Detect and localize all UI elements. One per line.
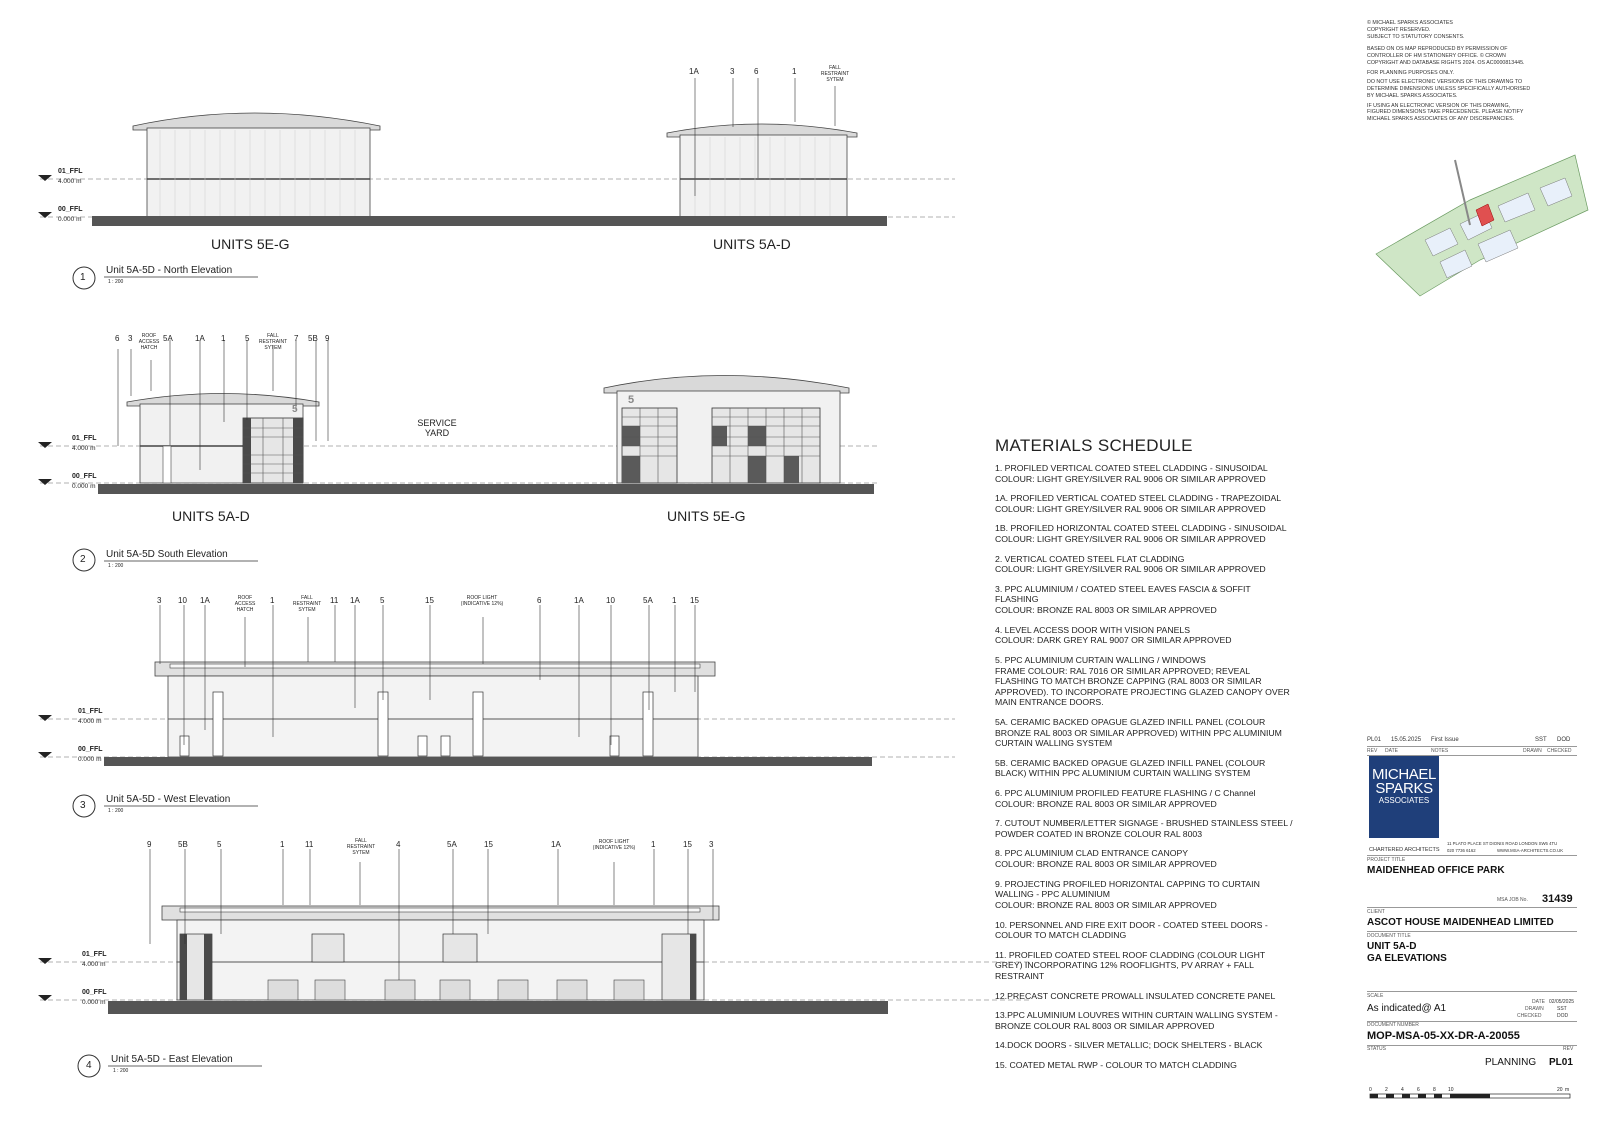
- material-item-line: 6. PPC ALUMINIUM PROFILED FEATURE FLASHING / C Channel: [995, 788, 1256, 799]
- material-tag: 11: [330, 596, 339, 605]
- fall-restraint-tag: FALL RESTRAINT SYTEM: [258, 333, 288, 351]
- note: FOR PLANNING PURPOSES ONLY.: [1367, 69, 1454, 76]
- doc-title-label: DOCUMENT TITLE: [1367, 933, 1411, 939]
- client-label: CLIENT: [1367, 909, 1385, 915]
- note: DO NOT USE ELECTRONIC VERSIONS OF THIS DRAWING TO DETERMINE DIMENSIONS UNLESS SPECIFICALLY AUTHORISED BY MICHAEL SPARKS ASSOCIATES.: [1367, 79, 1531, 99]
- west-elevation: [40, 605, 955, 766]
- material-item-line: GREY) INCORPORATING 12% ROOFLIGHTS, PV ARRAY + FALL: [995, 960, 1254, 971]
- ground-line: [104, 757, 872, 766]
- material-item-line: COLOUR: BRONZE RAL 8003 OR SIMILAR APPROVED: [995, 605, 1217, 616]
- material-item-line: FLASHING TO MATCH BRONZE CAPPING (RAL 8003 OR SIMILAR: [995, 676, 1262, 687]
- elevation-number: 4: [86, 1060, 92, 1071]
- material-item-line: 3. PPC ALUMINIUM / COATED STEEL EAVES FASCIA & SOFFIT: [995, 583, 1251, 594]
- status-value: PLANNING: [1485, 1057, 1537, 1068]
- material-tag: 1: [280, 840, 285, 849]
- material-item-line: 15. COATED METAL RWP - COLOUR TO MATCH CLADDING: [995, 1059, 1237, 1070]
- copyright-notes: [1367, 20, 1535, 126]
- material-tag: 7: [294, 334, 299, 343]
- material-item-line: COLOUR: LIGHT GREY/SILVER RAL 9006 OR SIMILAR APPROVED: [995, 503, 1266, 514]
- checked-header: CHECKED: [1547, 748, 1572, 754]
- msa-logo: MICHAEL SPARKS ASSOCIATES: [1369, 756, 1439, 838]
- material-item: [995, 879, 1325, 911]
- scale-bar-tick: 0: [1369, 1087, 1372, 1093]
- material-item: [995, 920, 1325, 941]
- units-label: UNITS 5A-D: [172, 508, 250, 524]
- material-tag: 1A: [574, 596, 584, 605]
- note: IF USING AN ELECTRONIC VERSION OF THIS DRAWING, FIGURED DIMENSIONS TAKE PRECEDENCE. PLEASE NOTIFY MICHAEL SPARKS ASSOCIATES OF ANY DISCREPANCIES.: [1367, 102, 1524, 123]
- level-label: 00_FFL: [72, 473, 97, 480]
- material-tag: 5: [245, 334, 250, 343]
- project-title-label: PROJECT TITLE: [1367, 857, 1406, 863]
- revision-notes: First Issue: [1431, 737, 1459, 743]
- material-item-line: 5B. CERAMIC BACKED OPAGUE GLAZED INFILL PANEL (COLOUR: [995, 757, 1266, 768]
- material-item: [995, 523, 1325, 544]
- building-units-5a-d: [667, 78, 857, 218]
- units-label: UNITS 5E-G: [211, 236, 290, 252]
- materials-schedule-list: [995, 463, 1325, 1080]
- material-tag: 3: [128, 334, 133, 343]
- elevation-title: Unit 5A-5D - West Elevation: [106, 794, 231, 805]
- material-item-line: WALLING - PPC ALUMINIUM: [995, 889, 1111, 900]
- material-tag: 1: [792, 67, 797, 76]
- material-item-line: POWDER COATED IN BRONZE COLOUR RAL 8003: [995, 828, 1203, 839]
- doc-title-line-1: UNIT 5A-D: [1367, 941, 1417, 952]
- material-item-line: 14.DOCK DOORS - SILVER METALLIC; DOCK SHELTERS - BLACK: [995, 1040, 1263, 1051]
- elevation-number: 3: [80, 800, 86, 811]
- material-tag: 1: [672, 596, 677, 605]
- elevation-scale: 1 : 200: [108, 808, 124, 814]
- roof-light-tag: ROOF LIGHT (INDICATIVE 12%): [592, 839, 636, 851]
- material-item: [995, 818, 1325, 839]
- roof-access-hatch-tag: ROOF ACCESS HATCH: [138, 333, 160, 351]
- firm-phone: 020 7736 6162: [1447, 848, 1476, 853]
- scale-bar-tick: 20: [1557, 1087, 1563, 1093]
- elevation-scale: 1 : 200: [108, 279, 124, 285]
- material-item-line: 2. VERTICAL COATED STEEL FLAT CLADDING: [995, 553, 1185, 564]
- date-label: DATE: [1532, 999, 1545, 1005]
- revision-checked: DOD: [1557, 737, 1571, 743]
- material-item-line: COLOUR: LIGHT GREY/SILVER RAL 9006 OR SIMILAR APPROVED: [995, 564, 1266, 575]
- level-height: 4.000 m: [72, 445, 96, 452]
- material-tag: 1: [270, 596, 275, 605]
- fall-restraint-tag: FALL RESTRAINT SYTEM: [346, 838, 376, 856]
- building-units-5e-g: [133, 113, 380, 218]
- level-height: 0.000 m: [58, 216, 82, 223]
- elevation-number: 1: [80, 272, 86, 283]
- material-tag: 3: [709, 840, 714, 849]
- material-tag: 1A: [195, 334, 205, 343]
- drawn-label: DRAWN: [1525, 1006, 1544, 1012]
- revision-date: 15.05.2025: [1391, 737, 1422, 743]
- revision-rev: PL01: [1367, 737, 1382, 743]
- drawn-value: SST: [1557, 1006, 1567, 1012]
- title-block: [1367, 737, 1577, 1087]
- material-tag: 5B: [178, 840, 188, 849]
- facade-number: 5: [628, 394, 635, 406]
- material-tag: 6: [115, 334, 120, 343]
- material-tag: 15: [484, 840, 493, 849]
- level-height: 4.000 m: [82, 961, 106, 968]
- ground-line: [92, 216, 887, 226]
- material-tag: 5: [217, 840, 222, 849]
- material-item-line: CURTAIN WALLING SYSTEM: [995, 738, 1113, 749]
- material-item-line: COLOUR: DARK GREY RAL 9007 OR SIMILAR APPROVED: [995, 635, 1232, 646]
- material-tag: 4: [396, 840, 401, 849]
- material-item-line: COLOUR: BRONZE RAL 8003 OR SIMILAR APPROVED: [995, 899, 1217, 910]
- material-tag: 6: [537, 596, 542, 605]
- material-tag: 11: [305, 840, 314, 849]
- material-item-line: 10. PERSONNEL AND FIRE EXIT DOOR - COATED STEEL DOORS -: [995, 919, 1268, 930]
- material-item-line: 12.PRECAST CONCRETE PROWALL INSULATED CONCRETE PANEL: [995, 990, 1276, 1001]
- material-item-line: BRONZE COLOUR RAL 8003 OR SIMILAR APPROVED: [995, 1020, 1215, 1031]
- scale-bar-tick: 2: [1385, 1087, 1388, 1093]
- material-item: [995, 625, 1325, 646]
- material-item-line: 1A. PROFILED VERTICAL COATED STEEL CLADDING - TRAPEZOIDAL: [995, 493, 1282, 504]
- material-tag: 6: [754, 67, 759, 76]
- material-tag: 3: [730, 67, 735, 76]
- note: COPYRIGHT RESERVED.: [1367, 26, 1431, 33]
- roof-access-hatch-tag: ROOF ACCESS HATCH: [234, 595, 256, 613]
- level-label: 01_FFL: [72, 435, 97, 442]
- scale-bar-tick: 10: [1448, 1087, 1454, 1093]
- material-tag: 9: [325, 334, 330, 343]
- elevation-scale: 1 : 200: [108, 563, 124, 569]
- material-item-line: COLOUR: LIGHT GREY/SILVER RAL 9006 OR SIMILAR APPROVED: [995, 534, 1266, 545]
- material-item-line: 5A. CERAMIC BACKED OPAGUE GLAZED INFILL PANEL (COLOUR: [995, 716, 1266, 727]
- material-item: [995, 584, 1325, 616]
- note: © MICHAEL SPARKS ASSOCIATES: [1367, 20, 1453, 26]
- material-item: [995, 493, 1325, 514]
- scale-bar-tick: m: [1565, 1087, 1570, 1093]
- drawn-header: DRAWN: [1523, 748, 1542, 754]
- level-height: 0.000 m: [82, 999, 106, 1006]
- material-item-line: MAIN ENTRANCE DOORS.: [995, 697, 1104, 708]
- materials-schedule-title: MATERIALS SCHEDULE: [995, 436, 1193, 455]
- level-height: 4.000 m: [78, 718, 102, 725]
- fall-restraint-tag: FALL RESTRAINT SYTEM: [292, 595, 322, 613]
- material-tag: 1: [651, 840, 656, 849]
- project-title: MAIDENHEAD OFFICE PARK: [1367, 865, 1505, 876]
- rev-label: REV: [1563, 1046, 1574, 1052]
- level-label: 00_FFL: [82, 989, 107, 996]
- material-item: [995, 758, 1325, 779]
- elevation-title: Unit 5A-5D South Elevation: [106, 549, 228, 560]
- material-tag: 3: [157, 596, 162, 605]
- material-tag: 1: [221, 334, 226, 343]
- level-label: 01_FFL: [58, 168, 83, 175]
- material-item-line: COLOUR TO MATCH CLADDING: [995, 930, 1127, 941]
- material-tag: 5: [380, 596, 385, 605]
- material-tag: 15: [690, 596, 699, 605]
- units-label: UNITS 5A-D: [713, 236, 791, 252]
- material-item-line: 7. CUTOUT NUMBER/LETTER SIGNAGE - BRUSHED STAINLESS STEEL /: [995, 818, 1293, 829]
- material-item-line: COLOUR: BRONZE RAL 8003 OR SIMILAR APPROVED: [995, 859, 1217, 870]
- material-item-line: 1. PROFILED VERTICAL COATED STEEL CLADDING - SINUSOIDAL: [995, 463, 1268, 473]
- date-value: 02/05/2025: [1549, 999, 1575, 1005]
- north-elevation: [40, 78, 955, 226]
- material-item-line: 9. PROJECTING PROFILED HORIZONTAL CAPPING TO CURTAIN: [995, 878, 1260, 889]
- material-item-line: COLOUR: LIGHT GREY/SILVER RAL 9006 OR SIMILAR APPROVED: [995, 473, 1266, 484]
- material-item-line: FLASHING: [995, 594, 1039, 605]
- checked-label: CHECKED: [1517, 1013, 1542, 1019]
- material-tag: 5A: [447, 840, 457, 849]
- client-name: ASCOT HOUSE MAIDENHEAD LIMITED: [1367, 917, 1554, 928]
- material-tag: 1A: [689, 67, 699, 76]
- material-tag: 10: [178, 596, 187, 605]
- material-item: [995, 655, 1325, 708]
- firm-line: CHARTERED ARCHITECTS: [1369, 847, 1440, 853]
- material-item-line: RESTRAINT: [995, 970, 1045, 981]
- material-item-line: 11. PROFILED COATED STEEL ROOF CLADDING (COLOUR LIGHT: [995, 949, 1266, 960]
- material-item-line: FRAME COLOUR: RAL 7016 OR SIMILAR APPROVED; REVEAL: [995, 665, 1251, 676]
- material-tag: 15: [683, 840, 692, 849]
- job-number-label: MSA JOB No.: [1497, 897, 1528, 903]
- material-item: [995, 1060, 1325, 1071]
- ground-line: [108, 1001, 888, 1014]
- scale-bar-tick: 8: [1433, 1087, 1436, 1093]
- material-item: [995, 554, 1325, 575]
- scale-value: As indicated@ A1: [1367, 1003, 1447, 1014]
- roof-light-tag: ROOF LIGHT (INDICATIVE 12%): [460, 595, 504, 607]
- doc-title-line-2: GA ELEVATIONS: [1367, 953, 1447, 964]
- material-tag: 5B: [308, 334, 318, 343]
- building-units-5e-g-south: [604, 376, 849, 484]
- revision-drawn: SST: [1535, 737, 1547, 743]
- material-item-line: 13.PPC ALUMINIUM LOUVRES WITHIN CURTAIN WALLING SYSTEM -: [995, 1010, 1278, 1021]
- material-item: [995, 1010, 1325, 1031]
- elevation-scale: 1 : 200: [113, 1068, 129, 1074]
- material-tag: 5A: [643, 596, 653, 605]
- level-label: 00_FFL: [78, 746, 103, 753]
- units-label: UNITS 5E-G: [667, 508, 746, 524]
- status-label: STATUS: [1367, 1046, 1386, 1052]
- material-item-line: BRONZE RAL 8003 OR SIMILAR APPROVED) WITHIN PPC ALUMINIUM: [995, 727, 1282, 738]
- east-elevation: [40, 849, 1030, 1014]
- material-item: [995, 717, 1325, 749]
- material-item: [995, 848, 1325, 869]
- level-label: 01_FFL: [82, 951, 107, 958]
- level-height: 4.000 m: [58, 178, 82, 185]
- material-item: [995, 1040, 1325, 1051]
- material-item: [995, 788, 1325, 809]
- firm-web: WWW.MSA-ARCHITECTS.CO.UK: [1497, 848, 1564, 853]
- level-label: 01_FFL: [78, 708, 103, 715]
- doc-number-label: DOCUMENT NUMBER: [1367, 1022, 1419, 1028]
- south-elevation: [40, 340, 880, 494]
- scale-bar-tick: 6: [1417, 1087, 1420, 1093]
- rev-value: PL01: [1549, 1057, 1573, 1068]
- material-tag: 9: [147, 840, 152, 849]
- elevation-number: 2: [80, 554, 86, 565]
- checked-value: DOD: [1557, 1013, 1569, 1019]
- scale-bar-tick: 4: [1401, 1087, 1404, 1093]
- scale-label: SCALE: [1367, 993, 1384, 999]
- site-location-plan: [1372, 155, 1588, 304]
- material-tag: 1A: [200, 596, 210, 605]
- firm-address: 11 PLATO PLACE ST DIONIS ROAD LONDON SW6 4TU: [1447, 841, 1558, 846]
- level-label: 00_FFL: [58, 206, 83, 213]
- material-item-line: 1B. PROFILED HORIZONTAL COATED STEEL CLADDING - SINUSOIDAL: [995, 523, 1287, 534]
- material-item: [995, 950, 1325, 982]
- note: BASED ON OS MAP REPRODUCED BY PERMISSION OF CONTROLLER OF HM STATIONERY OFFICE. © CROWN COPYRIGHT AND DATABASE RIGHTS 2024. OS AC0000813445.: [1367, 46, 1525, 66]
- material-tag: 5A: [163, 334, 173, 343]
- level-marker-icons: [38, 175, 52, 1001]
- material-tag: 1A: [551, 840, 561, 849]
- material-item: [995, 991, 1325, 1002]
- material-item-line: COLOUR: BRONZE RAL 8003 OR SIMILAR APPROVED: [995, 798, 1217, 809]
- material-item-line: APPROVED). TO INCORPORATE PROJECTING GLAZED CANOPY OVER: [995, 686, 1290, 697]
- material-item-line: BLACK) WITHIN PPC ALUMINIUM CURTAIN WALLING SYSTEM: [995, 768, 1251, 779]
- material-tag: 1A: [350, 596, 360, 605]
- scale-bar: [1370, 1094, 1570, 1098]
- job-number: 31439: [1542, 893, 1573, 905]
- material-item: [995, 463, 1325, 484]
- material-tag: 15: [425, 596, 434, 605]
- note: SUBJECT TO STATUTORY CONSENTS.: [1367, 33, 1465, 40]
- material-item-line: 8. PPC ALUMINIUM CLAD ENTRANCE CANOPY: [995, 848, 1189, 859]
- date-header: DATE: [1385, 748, 1398, 754]
- material-item-line: 5. PPC ALUMINIUM CURTAIN WALLING / WINDOWS: [995, 654, 1206, 665]
- elevation-title: Unit 5A-5D - North Elevation: [106, 265, 233, 276]
- level-height: 0.000 m: [78, 756, 102, 763]
- material-item-line: 4. LEVEL ACCESS DOOR WITH VISION PANELS: [995, 624, 1191, 635]
- fall-restraint-tag: FALL RESTRAINT SYTEM: [820, 65, 850, 83]
- doc-number: MOP-MSA-05-XX-DR-A-20055: [1367, 1030, 1520, 1042]
- facade-number: 5: [292, 404, 298, 415]
- rev-header: REV: [1367, 748, 1378, 754]
- notes-header: NOTES: [1431, 748, 1449, 754]
- service-yard-label: SERVICE YARD: [417, 418, 457, 438]
- material-tag: 10: [606, 596, 615, 605]
- ground-line: [98, 484, 874, 494]
- elevation-title: Unit 5A-5D - East Elevation: [111, 1054, 233, 1065]
- level-height: 0.000 m: [72, 483, 96, 490]
